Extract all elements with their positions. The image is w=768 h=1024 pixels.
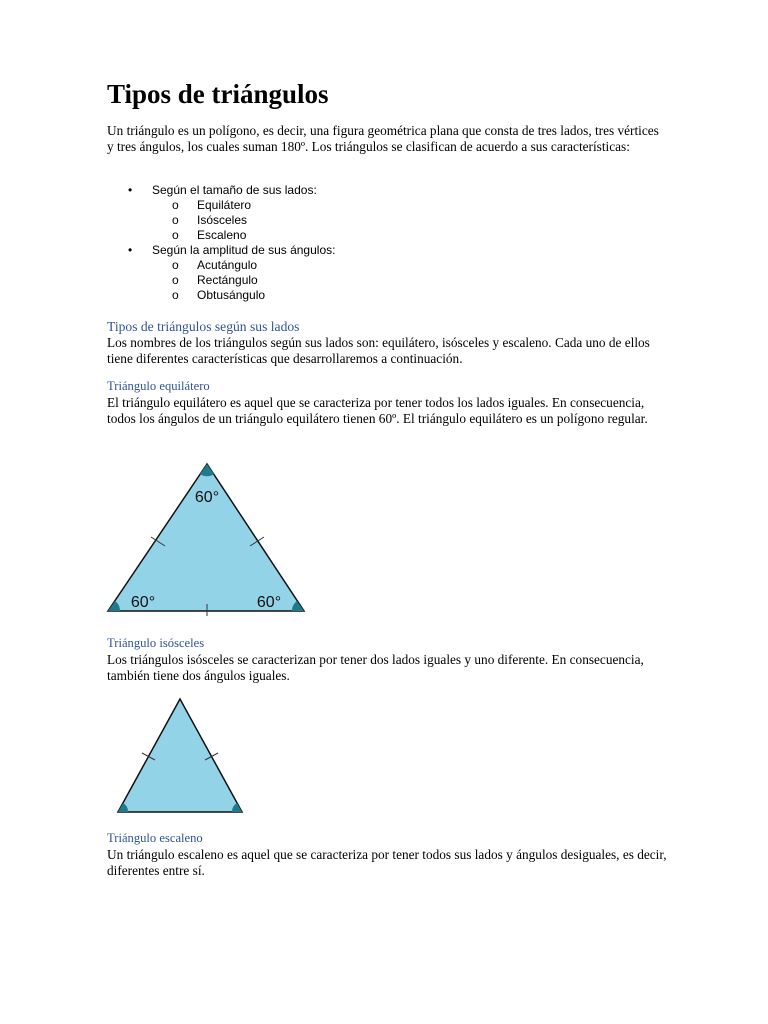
sub-item-label: Equilátero [197,198,252,212]
circle-bullet-icon: o [172,258,179,272]
sub-item [107,213,335,228]
sub-item [107,258,335,273]
circle-bullet-icon: o [172,273,179,287]
sub-item-label: Isósceles [197,213,248,227]
intro-paragraph: Un triángulo es un polígono, es decir, una figura geométrica plana que consta de tres lados, tres vértices y tres ángulos, los cuales suman 180º. Los triángulos se clasifican de acuerdo a sus características: [107,123,659,154]
sub-item-label: Acutángulo [197,258,258,272]
paragraph-equilateral: El triángulo equilátero es aquel que se caracteriza por tener todos los lados iguales. En consecuencia, todos los ángulos de un triángulo equilátero tienen 60º. El triángulo equilátero es un polígono regular. [107,395,648,426]
sub-item [107,228,335,243]
isosceles-triangle-figure [112,695,248,817]
heading-scalene: Triángulo escaleno [107,831,203,845]
sub-item [107,198,335,213]
circle-bullet-icon: o [172,228,179,242]
bullet-icon: • [128,183,133,197]
circle-bullet-icon: o [172,288,179,302]
list-item-angles [107,243,335,303]
circle-bullet-icon: o [172,198,179,212]
classification-list [107,183,335,303]
heading-equilateral: Triángulo equilátero [107,379,210,393]
circle-bullet-icon: o [172,213,179,227]
list-item-label: Según la amplitud de sus ángulos: [152,243,336,257]
bullet-icon: • [128,243,133,257]
sub-item-label: Rectángulo [197,273,258,287]
equilateral-triangle-shape [108,464,304,611]
sub-list-sides [152,198,335,243]
sub-item-label: Obtusángulo [197,288,266,302]
paragraph-scalene: Un triángulo escaleno es aquel que se caracteriza por tener todos sus lados y ángulos desiguales, es decir, diferentes entre sí. [107,847,667,878]
document-title: Tipos de triángulos [107,79,329,109]
angle-label-left: 60° [130,594,156,611]
heading-isosceles: Triángulo isósceles [107,636,205,650]
sub-item [107,273,335,288]
angle-label-right: 60° [256,594,282,611]
isosceles-triangle-shape [118,699,242,812]
section-paragraph-sides: Los nombres de los triángulos según sus lados son: equilátero, isósceles y escaleno. Cada uno de ellos tiene diferentes características que desarrollaremos a continuación. [107,335,650,366]
section-heading-sides: Tipos de triángulos según sus lados [107,319,300,334]
angle-label-top: 60° [194,489,220,506]
sub-item-label: Escaleno [197,228,247,242]
paragraph-isosceles: Los triángulos isósceles se caracterizan por tener dos lados iguales y uno diferente. En consecuencia, también tiene dos ángulos iguales. [107,652,644,683]
list-item-label: Según el tamaño de sus lados: [152,183,317,197]
sub-item [107,288,335,303]
equilateral-triangle-figure [104,460,310,616]
sub-list-angles [152,258,335,303]
list-item-sides [107,183,335,243]
